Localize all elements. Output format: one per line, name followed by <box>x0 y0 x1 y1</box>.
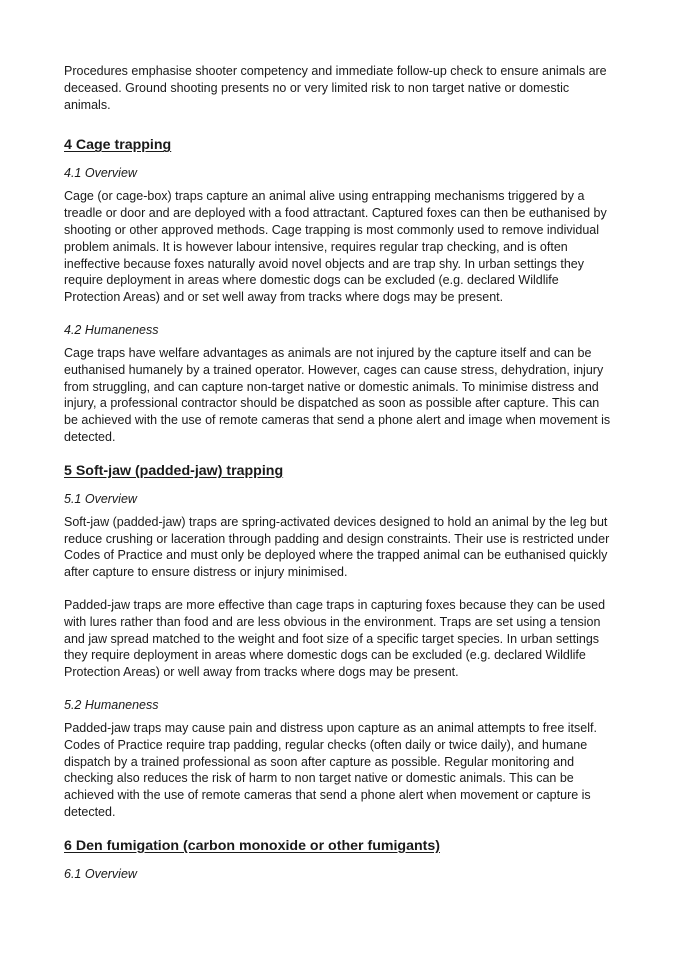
document-page <box>64 63 616 882</box>
section-den-fumigation <box>64 837 616 882</box>
section-heading: 5 Soft-jaw (padded-jaw) trapping <box>64 462 284 479</box>
subsection-title: 5.2 Humaneness <box>64 697 159 712</box>
section-soft-jaw-trapping <box>64 462 616 821</box>
subsection-title: 5.1 Overview <box>64 491 137 506</box>
subsection-title: 6.1 Overview <box>64 866 137 881</box>
body-paragraph: Cage traps have welfare advantages as animals are not injured by the capture itself and can be euthanised humanely by a trained operator. However, cages can cause stress, dehydration, injury from struggling, and can capture non-target native or domestic animals. To minimise distress and injury, a professional contractor should be dispatched as soon as possible after capture. This can be achieved with the use of remote cameras that send a phone alert and image when movement is detected. <box>64 345 611 444</box>
body-paragraph: Soft-jaw (padded-jaw) traps are spring-activated devices designed to hold an animal by the leg but reduce crushing or laceration through padding and design constraints. Their use is restricted under Codes of Practice and must only be deployed where the trapped animal can be euthanised quickly after capture to ensure distress or injury minimised. <box>64 514 610 580</box>
body-paragraph: Padded-jaw traps may cause pain and distress upon capture as an animal attempts to free itself. Codes of Practice require trap padding, regular checks (often daily or twice daily), and humane dispatch by a trained professional as soon after capture as possible. Regular monitoring and checking also reduces the risk of harm to non target native or domestic animals. This can be achieved with the use of remote cameras that send a phone alert when movement or capture is detected. <box>64 720 597 819</box>
body-paragraph: Padded-jaw traps are more effective than cage traps in capturing foxes because they can be used with lures rather than food and are less obvious in the environment. Traps are set using a tension and jaw spread matched to the weight and foot size of a specific target species. In urban settings they require deployment in areas where domestic dogs can be excluded (e.g. declared Wildlife Protection Areas) or well away from tracks where dogs may be present. <box>64 597 606 680</box>
section-cage-trapping <box>64 136 616 445</box>
subsection-title: 4.2 Humaneness <box>64 322 159 337</box>
section-heading: 6 Den fumigation (carbon monoxide or other fumigants) <box>64 837 440 854</box>
body-paragraph: Cage (or cage-box) traps capture an animal alive using entrapping mechanisms triggered by a treadle or door and are deployed with a food attractant. Captured foxes can then be euthanised by shooting or other approved methods. Cage trapping is most commonly used to remove individual problem animals. It is however labour intensive, requires regular trap checking, and is often ineffective because foxes naturally avoid novel objects and are trap shy. In urban settings they require deployment in areas where domestic dogs can be excluded (e.g. declared Wildlife Protection Areas) and or set well away from tracks where dogs may be present. <box>64 189 607 305</box>
intro-paragraph: Procedures emphasise shooter competency and immediate follow-up check to ensure animals are deceased. Ground shooting presents no or very limited risk to non target native or domestic animals. <box>64 64 607 112</box>
section-heading: 4 Cage trapping <box>64 137 172 154</box>
subsection-title: 4.1 Overview <box>64 166 137 181</box>
